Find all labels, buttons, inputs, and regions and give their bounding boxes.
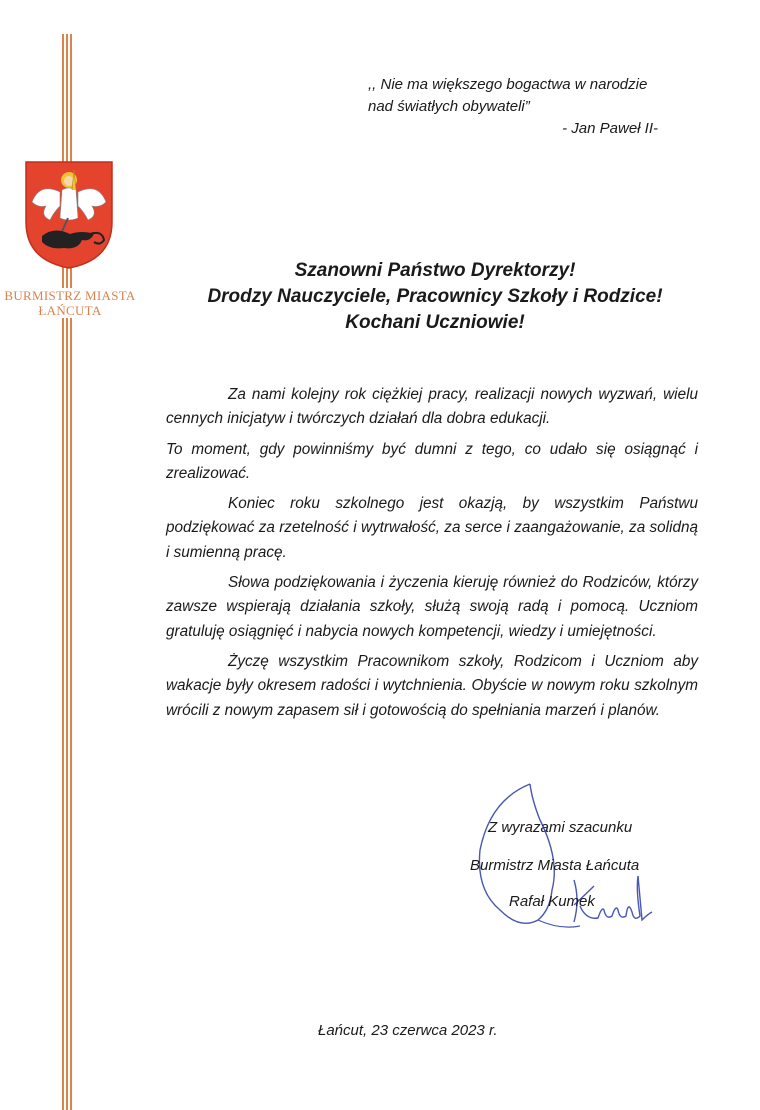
epigraph-quote	[368, 74, 688, 140]
body-paragraph: Za nami kolejny rok ciężkiej pracy, realizacji nowych wyzwań, wielu cennych inicjatyw i twórczych działań dla dobra edukacji.	[166, 386, 698, 428]
body-paragraph: Słowa podziękowania i życzenia kieruję również do Rodziców, którzy zawsze wspierają działania szkoły, służą swoją radą i pomocą. Uczniom gratuluję osiągnięć i nabycia nowych kompetencji, wiedzy i umiejętności.	[166, 574, 698, 640]
closing-regards: Z wyrazami szacunku	[488, 819, 633, 836]
body-paragraph: Koniec roku szkolnego jest okazją, by wszystkim Państwu podziękować za rzetelność i wytrwałość, za serce i zaangażowanie, za solidną i sumienną pracę.	[166, 495, 698, 561]
letter-body	[166, 383, 698, 729]
body-paragraph: To moment, gdy powinniśmy być dumni z tego, co udało się osiągnąć i zrealizować.	[166, 440, 698, 482]
quote-line: ,, Nie ma większego bogactwa w narodzie	[368, 76, 648, 93]
office-line: ŁAŃCUTA	[38, 303, 102, 318]
quote-author: - Jan Paweł II-	[562, 120, 658, 137]
office-line: BURMISTRZ MIASTA	[4, 288, 136, 303]
quote-line: nad światłych obywateli”	[368, 98, 530, 115]
body-paragraph: Życzę wszystkim Pracownikom szkoły, Rodzicom i Uczniom aby wakacje były okresem radości i wytchnienia. Obyście w nowym roku szkolnym wrócili z nowym zapasem sił i gotowością do spełniania marzeń i planów.	[166, 652, 698, 719]
salutation	[170, 258, 700, 336]
salutation-line: Drodzy Nauczyciele, Pracownicy Szkoły i Rodzice!	[207, 286, 663, 307]
salutation-line: Kochani Uczniowie!	[345, 312, 525, 333]
closing-position: Burmistrz Miasta Łańcuta	[470, 857, 640, 874]
place-and-date: Łańcut, 23 czerwca 2023 r.	[318, 1022, 498, 1039]
salutation-line: Szanowni Państwo Dyrektorzy!	[294, 260, 576, 281]
signatory-name: Rafał Kumek	[509, 893, 595, 910]
lancut-coat-of-arms-icon	[24, 160, 114, 270]
issuer-office-label	[0, 288, 140, 318]
